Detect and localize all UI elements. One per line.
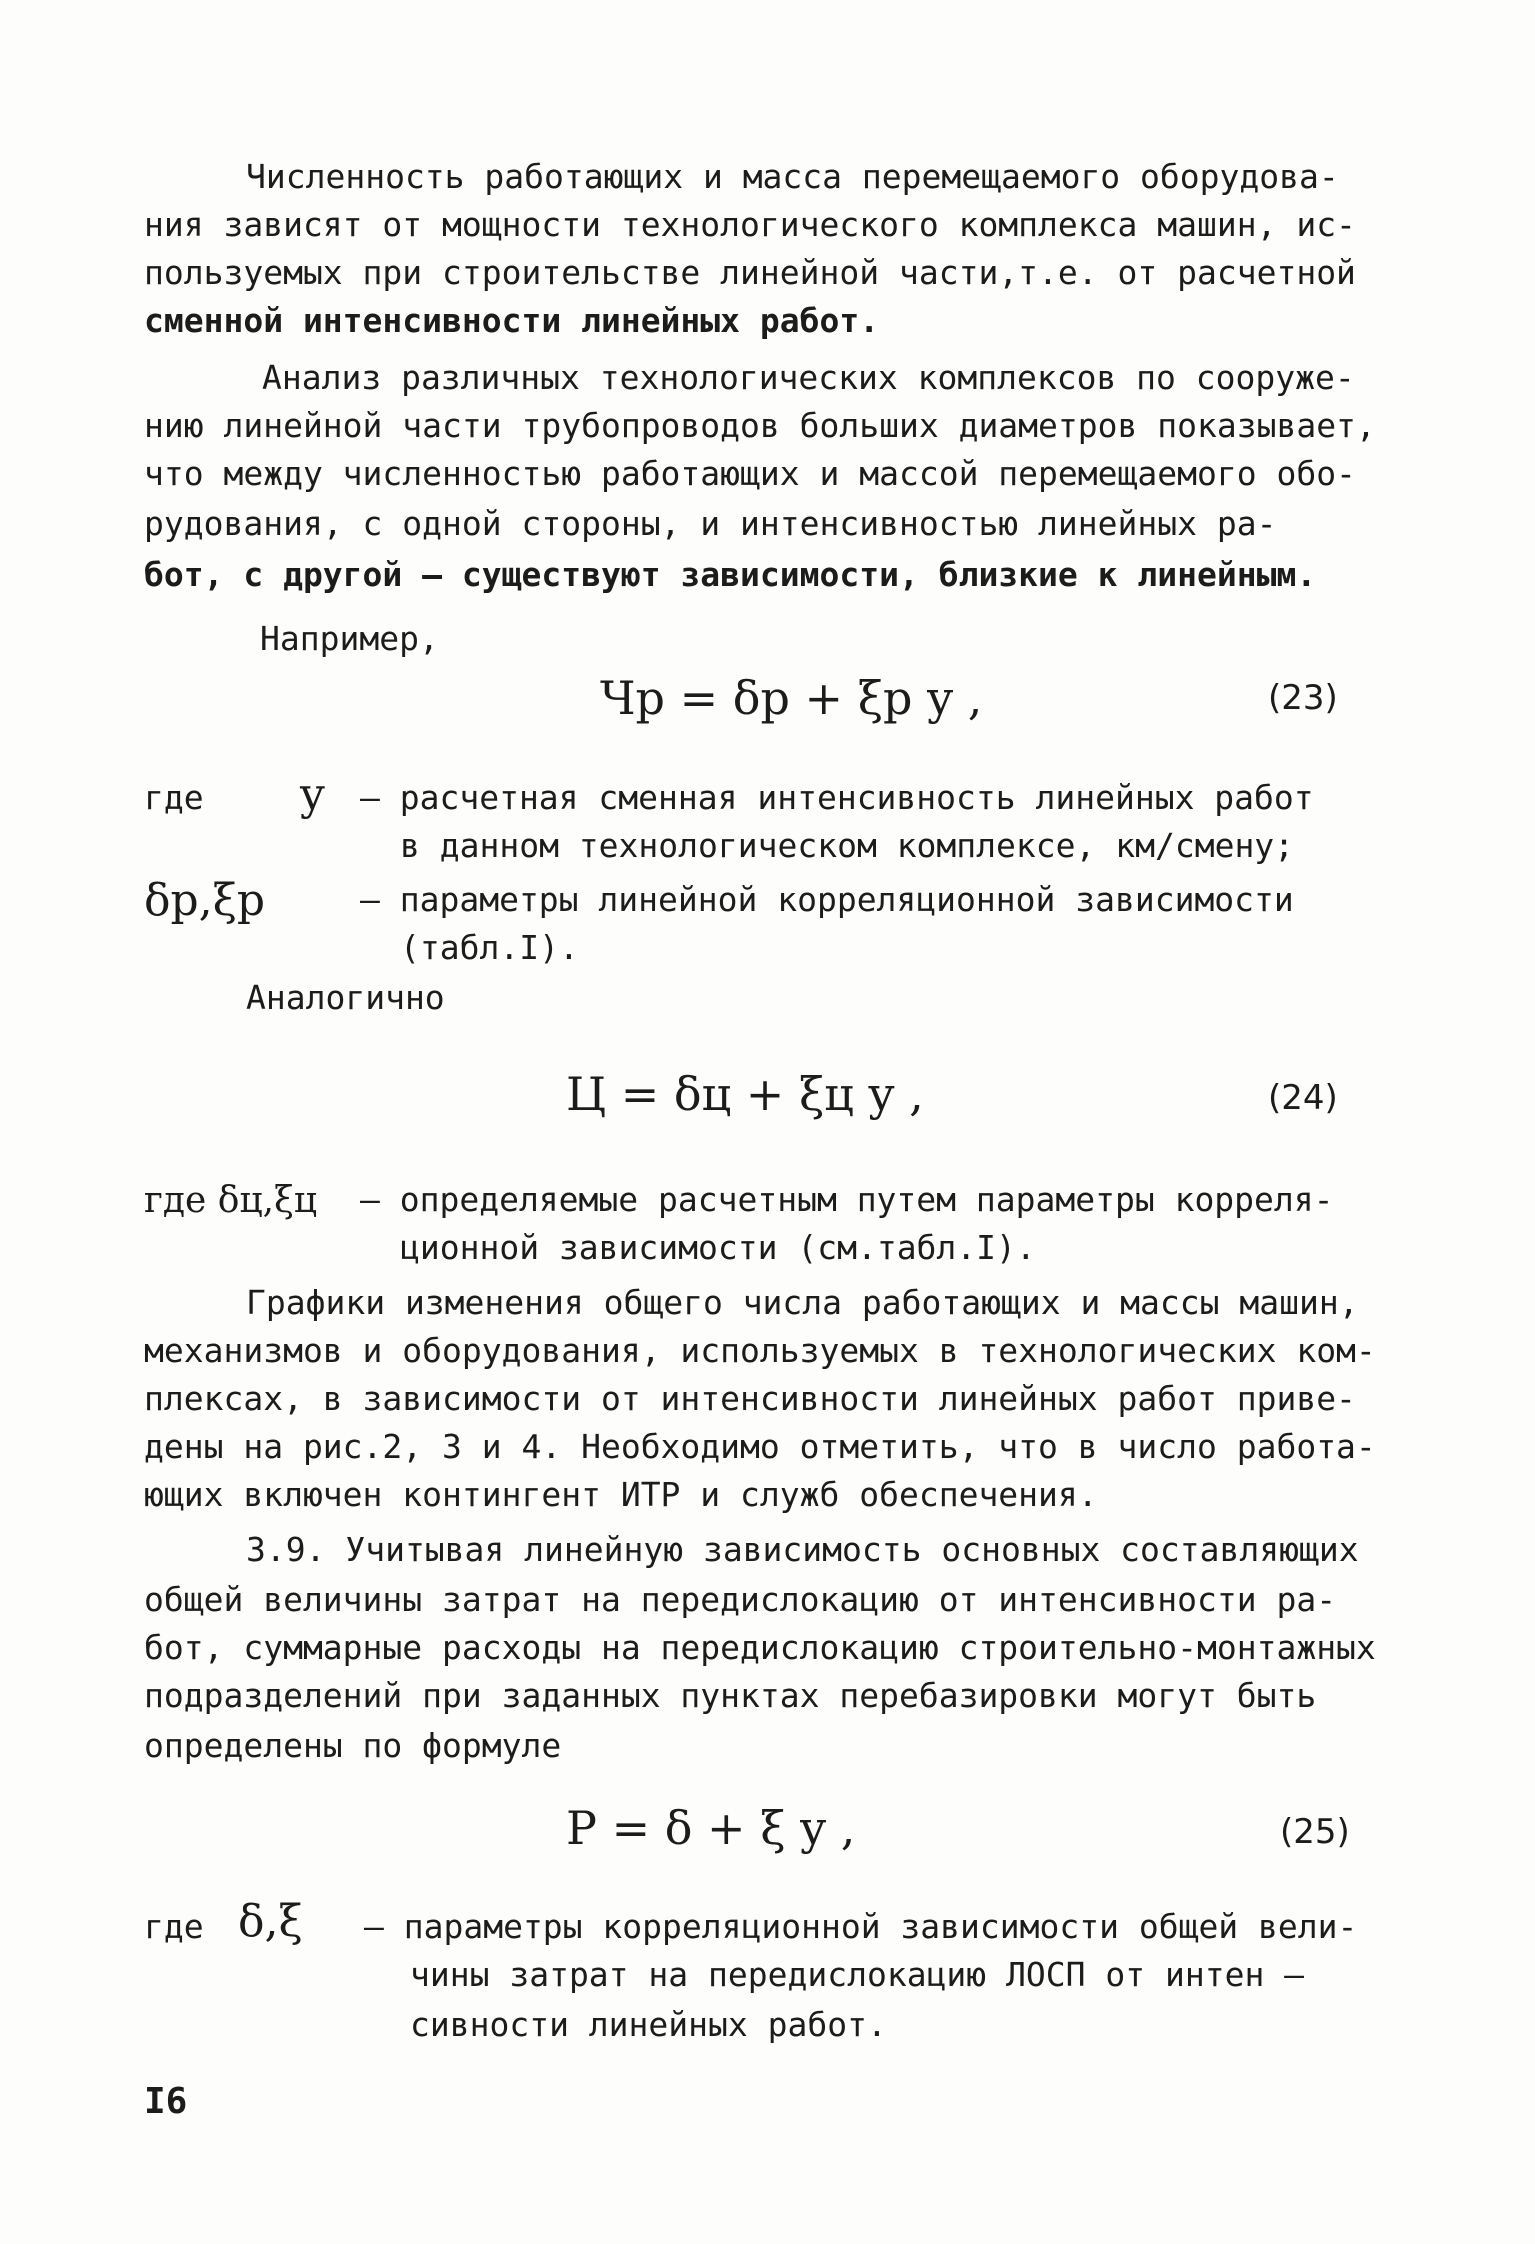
paragraph3-line-4: дены на рис.2, 3 и 4. Необходимо отметить, что в число работа- <box>144 1427 1376 1466</box>
paragraph2-line-4: рудования, с одной стороны, и интенсивностью линейных ра- <box>144 504 1277 543</box>
paragraph2-line-2: нию линейной части трубопроводов больших диаметров показывает, <box>144 406 1376 445</box>
def25-where: где <box>144 1907 204 1946</box>
def24-line-1: – определяемые расчетным путем параметры корреля- <box>360 1180 1334 1219</box>
equation-24-number: (24) <box>1268 1078 1338 1118</box>
def23-symbol-params: δр,ξр <box>144 875 266 926</box>
equation-24: Ц = δц + ξц y , <box>566 1067 924 1121</box>
paragraph2-line-1: Анализ различных технологических комплексов по сооруже- <box>262 358 1355 397</box>
def23-line-2: в данном технологическом комплексе, км/смену; <box>400 826 1295 865</box>
def23-symbol-y: y <box>300 769 325 820</box>
def25-line-1: – параметры корреляционной зависимости общей вели- <box>364 1907 1358 1946</box>
paragraph2-line-5: бот, с другой – существуют зависимости, близкие к линейным. <box>144 555 1317 594</box>
paragraph4-line-3: бот, суммарные расходы на передислокацию строительно-монтажных <box>144 1628 1376 1667</box>
def23-line-3: – параметры линейной корреляционной зависимости <box>360 880 1294 919</box>
page-number: I6 <box>144 2081 188 2122</box>
def23-where: где <box>144 778 204 817</box>
paragraph3-line-1: Графики изменения общего числа работающих и массы машин, <box>246 1283 1359 1322</box>
def24-where-symbols: где δц,ξц <box>144 1180 318 1221</box>
paragraph4-line-2: общей величины затрат на передислокацию от интенсивности ра- <box>144 1580 1337 1619</box>
similarly-label: Аналогично <box>246 978 445 1017</box>
paragraph1-line-2: ния зависят от мощности технологического комплекса машин, ис- <box>144 205 1356 244</box>
def25-line-3: сивности линейных работ. <box>410 2005 887 2044</box>
paragraph3-line-5: ющих включен контингент ИТР и служб обеспечения. <box>144 1475 1098 1514</box>
paragraph1-line-1: Численность работающих и масса перемещаемого оборудова- <box>246 157 1339 196</box>
equation-25-number: (25) <box>1280 1812 1350 1852</box>
paragraph3-line-3: плексах, в зависимости от интенсивности линейных работ приве- <box>144 1379 1356 1418</box>
def25-line-2: чины затрат на передислокацию ЛОСП от интен – <box>410 1955 1305 1994</box>
paragraph1-line-3: пользуемых при строительстве линейной части,т.е. от расчетной <box>144 253 1356 292</box>
equation-25: Р = δ + ξ y , <box>566 1801 856 1855</box>
def23-line-1: – расчетная сменная интенсивность линейных работ <box>360 778 1314 817</box>
paragraph3-line-2: механизмов и оборудования, используемых в технологических ком- <box>144 1331 1376 1370</box>
paragraph1-line-4: сменной интенсивности линейных работ. <box>144 301 880 340</box>
def24-line-2: ционной зависимости (см.табл.I). <box>400 1228 1036 1267</box>
def23-line-4: (табл.I). <box>400 928 579 967</box>
example-label: Например, <box>260 619 439 658</box>
equation-23-number: (23) <box>1268 678 1338 718</box>
paragraph4-line-5: определены по формуле <box>144 1726 562 1765</box>
paragraph2-line-3: что между численностью работающих и массой перемещаемого обо- <box>144 454 1356 493</box>
paragraph4-line-1: 3.9. Учитывая линейную зависимость основных составляющих <box>246 1530 1359 1569</box>
equation-23: Чр = δр + ξр y , <box>600 671 983 725</box>
paragraph4-line-4: подразделений при заданных пунктах перебазировки могут быть <box>144 1676 1317 1715</box>
def25-symbols: δ,ξ <box>238 1896 303 1947</box>
